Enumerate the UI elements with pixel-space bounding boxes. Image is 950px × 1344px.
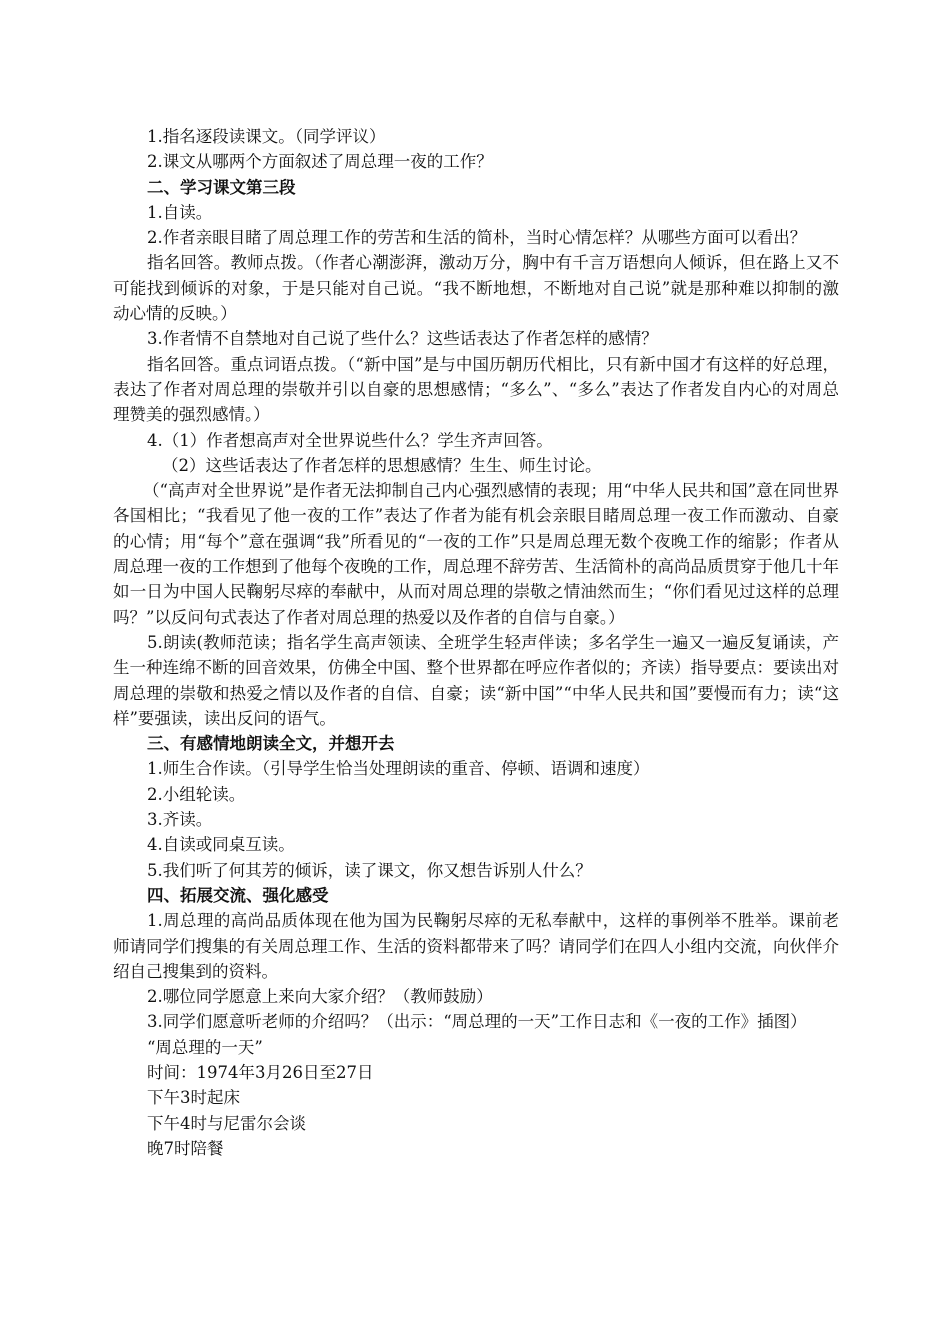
paragraph: 2.小组轮读。: [147, 784, 246, 804]
paragraph: 2.课文从哪两个方面叙述了周总理一夜的工作？: [147, 152, 493, 172]
paragraph: 2.哪位同学愿意上来向大家介绍？（教师鼓励）: [147, 987, 493, 1007]
section-heading: 四、拓展交流、强化感受: [147, 885, 329, 905]
paragraph: 3.齐读。: [147, 810, 213, 830]
document-body: [113, 124, 839, 1161]
schedule-date: 时间：1974年3月26日至27日: [147, 1062, 374, 1082]
schedule-item: 下午3时起床: [147, 1088, 240, 1108]
paragraph: （“高声对全世界说”是作者无法抑制自己内心强烈感情的表现；用“中华人民共和国”意在同世界各国相比；“我看见了他一夜的工作”表达了作者为能有机会亲眼目睹周总理一夜工作而激动、自豪的心情；用“每个”意在强调“我”所看见的“一夜的工作”只是周总理无数个夜晚工作的缩影；作者从周总理一夜的工作想到了他每个夜晚的工作，周总理不辞劳苦、生活简朴的高尚品质贯穿于他几十年如一日为中国人民鞠躬尽瘁的奉献中，从而对周总理的崇敬之情油然而生；“你们看见过这样的总理吗？”以反问句式表达了作者对周总理的热爱以及作者的自信与自豪。）: [113, 481, 839, 627]
paragraph: 2.作者亲眼目睹了周总理工作的劳苦和生活的简朴，当时心情怎样？从哪些方面可以看出？: [147, 228, 807, 248]
schedule-item: 晚7时陪餐: [147, 1138, 224, 1158]
schedule-title: “周总理的一天”: [147, 1037, 263, 1057]
paragraph: 5.我们听了何其芳的倾诉，读了课文，你又想告诉别人什么？: [147, 860, 592, 880]
paragraph: 3.同学们愿意听老师的介绍吗？（出示：“周总理的一天”工作日志和《一夜的工作》插图）: [147, 1012, 807, 1032]
schedule-item: 下午4时与尼雷尔会谈: [147, 1113, 306, 1133]
paragraph: 指名回答。重点词语点拨。（“新中国”是与中国历朝历代相比，只有新中国才有这样的好总理，表达了作者对周总理的崇敬并引以自豪的思想感情；“多么”、“多么”表达了作者发自内心的对周总理赞美的强烈感情。）: [113, 354, 839, 425]
paragraph: （2）这些话表达了作者怎样的思想感情？生生、师生讨论。: [162, 455, 602, 475]
paragraph: 1.指名逐段读课文。（同学评议）: [147, 127, 386, 146]
paragraph: 1.师生合作读。（引导学生恰当处理朗读的重音、停顿、语调和速度）: [147, 759, 650, 779]
paragraph: 指名回答。教师点拨。（作者心潮澎湃，激动万分，胸中有千言万语想向人倾诉，但在路上又不可能找到倾诉的对象，于是只能对自己说。“我不断地想，不断地对自己说”就是那种难以抑制的激动心情的反映。）: [113, 253, 839, 324]
paragraph: 5.朗读(教师范读；指名学生高声领读、全班学生轻声伴读；多名学生一遍又一遍反复诵读，产生一种连绵不断的回音效果，仿佛全中国、整个世界都在呼应作者似的；齐读）指导要点：要读出对周总理的崇敬和热爱之情以及作者的自信、自豪；读“新中国”“中华人民共和国”要慢而有力；读“这样”要强读，读出反问的语气。: [113, 632, 839, 728]
paragraph: 3.作者情不自禁地对自己说了些什么？这些话表达了作者怎样的感情？: [147, 329, 658, 349]
paragraph: 4.自读或同桌互读。: [147, 835, 295, 855]
paragraph: 1.周总理的高尚品质体现在他为国为民鞠躬尽瘁的无私奉献中，这样的事例举不胜举。课前老师请同学们搜集的有关周总理工作、生活的资料都带来了吗？请同学们在四人小组内交流，向伙伴介绍自己搜集到的资料。: [113, 911, 839, 981]
section-heading: 二、学习课文第三段: [147, 177, 296, 197]
paragraph: 1.自读。: [147, 202, 213, 222]
section-heading: 三、有感情地朗读全文，并想开去: [147, 734, 395, 754]
paragraph: 4.（1）作者想高声对全世界说些什么？学生齐声回答。: [147, 430, 553, 450]
